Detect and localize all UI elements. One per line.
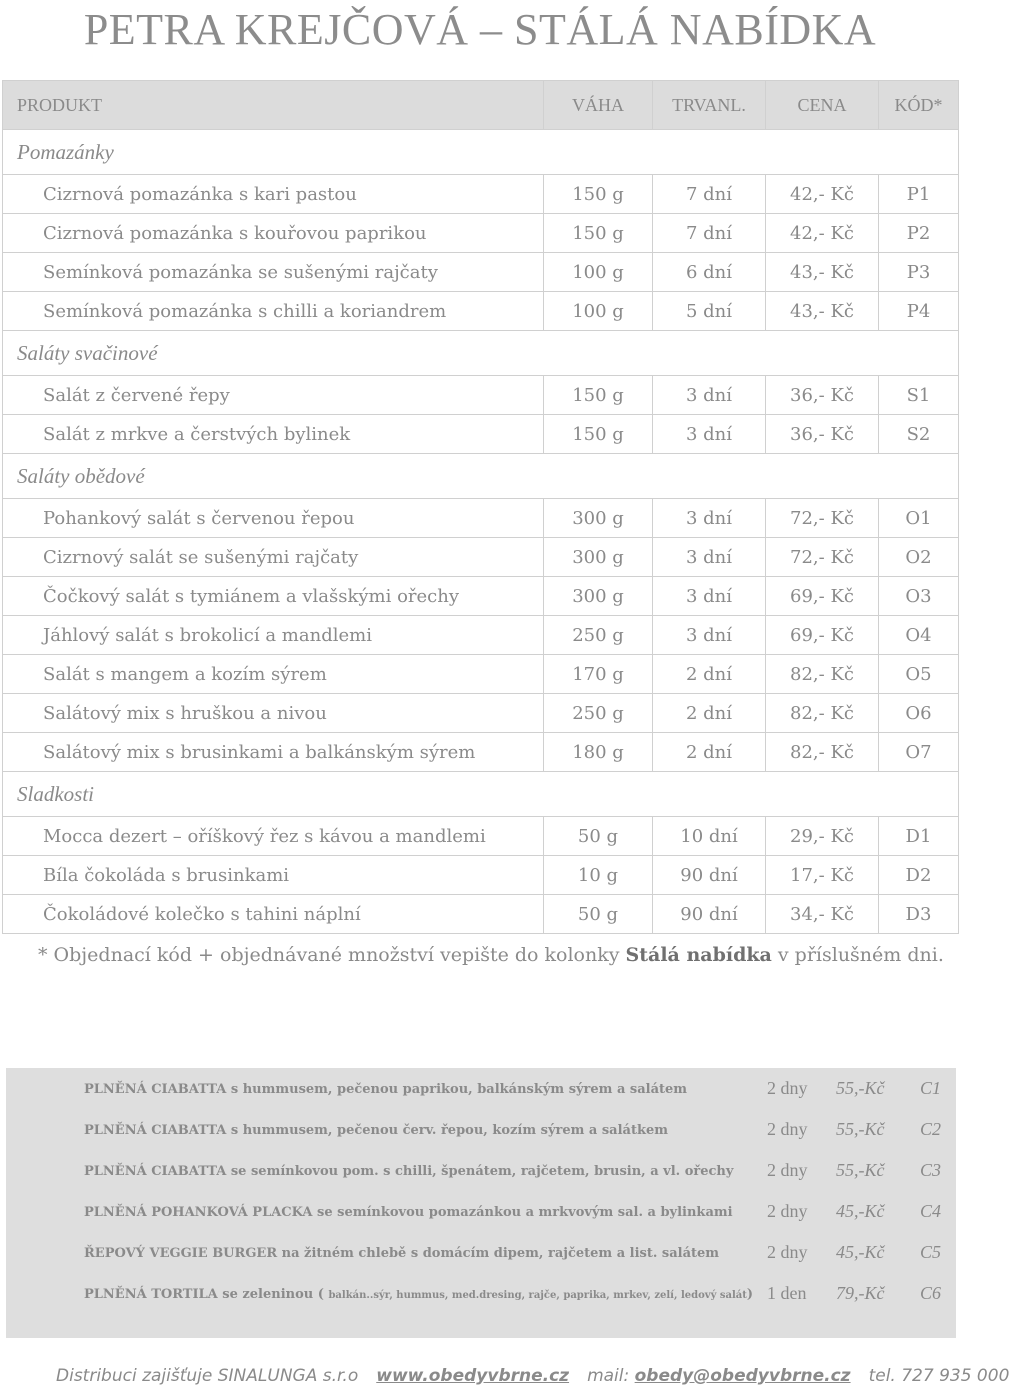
offer-row [84, 1201, 954, 1225]
table-row [3, 415, 959, 454]
product-shelf-life: 3 dní [653, 499, 766, 538]
offer-description [84, 1287, 753, 1302]
product-price: 17,- Kč [766, 856, 879, 895]
product-weight: 150 g [544, 214, 653, 253]
page-title: PETRA KREJČOVÁ – STÁLÁ NABÍDKA [83, 5, 877, 54]
product-weight: 300 g [544, 577, 653, 616]
table-row [3, 733, 959, 772]
note-prefix: * Objednací kód + objednávané množství vepište do kolonky [38, 944, 626, 966]
category-label: Saláty obědové [3, 454, 959, 499]
note-bold: Stálá nabídka [625, 944, 772, 966]
product-code: O1 [879, 499, 959, 538]
product-name: Pohankový salát s červenou řepou [3, 499, 544, 538]
header-product: PRODUKT [3, 81, 544, 130]
product-weight: 300 g [544, 538, 653, 577]
product-code: O4 [879, 616, 959, 655]
table-row [3, 376, 959, 415]
table-row [3, 856, 959, 895]
product-weight: 180 g [544, 733, 653, 772]
product-shelf-life: 7 dní [653, 214, 766, 253]
product-weight: 150 g [544, 376, 653, 415]
offer-code: C2 [920, 1119, 942, 1139]
footer-phone: tel. 727 935 000 [868, 1366, 1009, 1386]
header-price: CENA [766, 81, 879, 130]
offer-description [84, 1205, 733, 1220]
product-price: 43,- Kč [766, 292, 879, 331]
mail-label: mail: [587, 1366, 635, 1386]
product-weight: 250 g [544, 616, 653, 655]
product-shelf-life: 3 dní [653, 538, 766, 577]
website-link[interactable]: www.obedyvbrne.cz [376, 1366, 570, 1386]
offer-description [84, 1123, 668, 1138]
product-name: Čočkový salát s tymiánem a vlašskými ořechy [3, 577, 544, 616]
product-table [2, 80, 959, 934]
email-link[interactable]: obedy@obedyvbrne.cz [634, 1366, 851, 1386]
table-row [3, 616, 959, 655]
offer-duration: 1 den [767, 1283, 807, 1303]
offer-row [84, 1160, 954, 1184]
product-code: P2 [879, 214, 959, 253]
product-price: 69,- Kč [766, 577, 879, 616]
header-shelf-life: TRVANL. [653, 81, 766, 130]
category-row [3, 331, 959, 376]
product-code: D2 [879, 856, 959, 895]
note-suffix: v příslušném dni. [771, 944, 944, 966]
table-row [3, 253, 959, 292]
product-shelf-life: 2 dní [653, 733, 766, 772]
product-code: O3 [879, 577, 959, 616]
product-weight: 150 g [544, 415, 653, 454]
product-code: P4 [879, 292, 959, 331]
category-label: Pomazánky [3, 130, 959, 175]
product-code: O5 [879, 655, 959, 694]
product-code: O6 [879, 694, 959, 733]
footer [56, 1366, 1009, 1386]
product-shelf-life: 3 dní [653, 616, 766, 655]
product-price: 29,- Kč [766, 817, 879, 856]
offer-duration: 2 dny [767, 1078, 808, 1098]
offer-row [84, 1242, 954, 1266]
product-weight: 10 g [544, 856, 653, 895]
table-row [3, 214, 959, 253]
offer-price: 55,-Kč [836, 1119, 885, 1139]
offer-code: C4 [920, 1201, 942, 1221]
offer-text: ŘEPOVÝ VEGGIE BURGER na žitném chlebě s domácím dipem, rajčetem a list. salátem [84, 1246, 720, 1261]
product-price: 42,- Kč [766, 175, 879, 214]
offer-duration: 2 dny [767, 1160, 808, 1180]
product-price: 36,- Kč [766, 376, 879, 415]
header-code: KÓD* [879, 81, 959, 130]
product-price: 82,- Kč [766, 733, 879, 772]
product-name: Cizrnová pomazánka s kari pastou [3, 175, 544, 214]
category-row [3, 772, 959, 817]
offer-price: 45,-Kč [836, 1242, 885, 1262]
product-name: Bíla čokoláda s brusinkami [3, 856, 544, 895]
category-label: Sladkosti [3, 772, 959, 817]
category-label: Saláty svačinové [3, 331, 959, 376]
offer-text: PLNĚNÁ TORTILA se zeleninou ( [84, 1287, 329, 1302]
product-shelf-life: 3 dní [653, 376, 766, 415]
product-code: P1 [879, 175, 959, 214]
table-row [3, 175, 959, 214]
product-shelf-life: 2 dní [653, 694, 766, 733]
product-shelf-life: 6 dní [653, 253, 766, 292]
offer-close-paren: ) [746, 1287, 754, 1302]
table-row [3, 292, 959, 331]
product-shelf-life: 10 dní [653, 817, 766, 856]
product-code: O2 [879, 538, 959, 577]
offer-duration: 2 dny [767, 1119, 808, 1139]
product-code: S2 [879, 415, 959, 454]
offer-code: C5 [920, 1242, 942, 1262]
category-row [3, 130, 959, 175]
product-name: Salát s mangem a kozím sýrem [3, 655, 544, 694]
offer-row [84, 1119, 954, 1143]
product-shelf-life: 3 dní [653, 577, 766, 616]
product-code: D1 [879, 817, 959, 856]
offer-code: C1 [920, 1078, 942, 1098]
order-note [38, 944, 944, 966]
product-weight: 50 g [544, 817, 653, 856]
product-weight: 300 g [544, 499, 653, 538]
product-price: 82,- Kč [766, 655, 879, 694]
offer-code: C6 [920, 1283, 942, 1303]
product-price: 72,- Kč [766, 499, 879, 538]
offer-description [84, 1082, 687, 1097]
product-price: 43,- Kč [766, 253, 879, 292]
product-code: S1 [879, 376, 959, 415]
product-weight: 100 g [544, 253, 653, 292]
product-code: P3 [879, 253, 959, 292]
table-header-row [3, 81, 959, 130]
product-name: Čokoládové kolečko s tahini náplní [3, 895, 544, 934]
offer-text: PLNĚNÁ CIABATTA s hummusem, pečenou paprikou, balkánským sýrem a salátem [84, 1082, 688, 1097]
table-row [3, 817, 959, 856]
category-row [3, 454, 959, 499]
product-name: Mocca dezert – oříškový řez s kávou a mandlemi [3, 817, 544, 856]
product-weight: 100 g [544, 292, 653, 331]
product-shelf-life: 90 dní [653, 895, 766, 934]
product-price: 42,- Kč [766, 214, 879, 253]
product-name: Salátový mix s hruškou a nivou [3, 694, 544, 733]
table-row [3, 895, 959, 934]
product-code: O7 [879, 733, 959, 772]
offer-row [84, 1078, 954, 1102]
ciabatta-offer-box [6, 1068, 956, 1338]
product-price: 34,- Kč [766, 895, 879, 934]
offer-text: PLNĚNÁ POHANKOVÁ PLACKA se semínkovou pomazánkou a mrkvovým sal. a bylinkami [84, 1205, 733, 1220]
offer-price: 55,-Kč [836, 1160, 885, 1180]
product-weight: 50 g [544, 895, 653, 934]
offer-code: C3 [920, 1160, 942, 1180]
table-row [3, 538, 959, 577]
product-name: Jáhlový salát s brokolicí a mandlemi [3, 616, 544, 655]
offer-price: 79,-Kč [836, 1283, 885, 1303]
product-price: 36,- Kč [766, 415, 879, 454]
product-name: Semínková pomazánka s chilli a koriandrem [3, 292, 544, 331]
offer-duration: 2 dny [767, 1242, 808, 1262]
product-shelf-life: 2 dní [653, 655, 766, 694]
header-weight: VÁHA [544, 81, 653, 130]
offer-price: 55,-Kč [836, 1078, 885, 1098]
product-name: Salátový mix s brusinkami a balkánským sýrem [3, 733, 544, 772]
table-row [3, 577, 959, 616]
offer-text: PLNĚNÁ CIABATTA s hummusem, pečenou červ. řepou, kozím sýrem a salátkem [84, 1123, 668, 1138]
offer-duration: 2 dny [767, 1201, 808, 1221]
product-name: Cizrnová pomazánka s kouřovou paprikou [3, 214, 544, 253]
product-price: 82,- Kč [766, 694, 879, 733]
offer-text: PLNĚNÁ CIABATTA se semínkovou pom. s chilli, špenátem, rajčetem, brusin, a vl. ořechy [84, 1164, 734, 1179]
footer-distribution: Distribuci zajišťuje SINALUNGA s.r.o [56, 1366, 359, 1386]
table-row [3, 499, 959, 538]
product-shelf-life: 3 dní [653, 415, 766, 454]
table-row [3, 694, 959, 733]
product-shelf-life: 5 dní [653, 292, 766, 331]
offer-price: 45,-Kč [836, 1201, 885, 1221]
product-price: 69,- Kč [766, 616, 879, 655]
product-name: Salát z mrkve a čerstvých bylinek [3, 415, 544, 454]
product-shelf-life: 7 dní [653, 175, 766, 214]
product-shelf-life: 90 dní [653, 856, 766, 895]
offer-description [84, 1246, 719, 1261]
offer-ingredients: balkán..sýr, hummus, med.dresing, rajče, paprika, mrkev, zelí, ledový salát [328, 1290, 747, 1301]
table-body [3, 130, 959, 934]
product-price: 72,- Kč [766, 538, 879, 577]
product-name: Semínková pomazánka se sušenými rajčaty [3, 253, 544, 292]
product-name: Cizrnový salát se sušenými rajčaty [3, 538, 544, 577]
table-row [3, 655, 959, 694]
product-code: D3 [879, 895, 959, 934]
product-weight: 250 g [544, 694, 653, 733]
offer-description [84, 1164, 733, 1179]
product-weight: 150 g [544, 175, 653, 214]
product-weight: 170 g [544, 655, 653, 694]
product-name: Salát z červené řepy [3, 376, 544, 415]
offer-row [84, 1283, 954, 1307]
